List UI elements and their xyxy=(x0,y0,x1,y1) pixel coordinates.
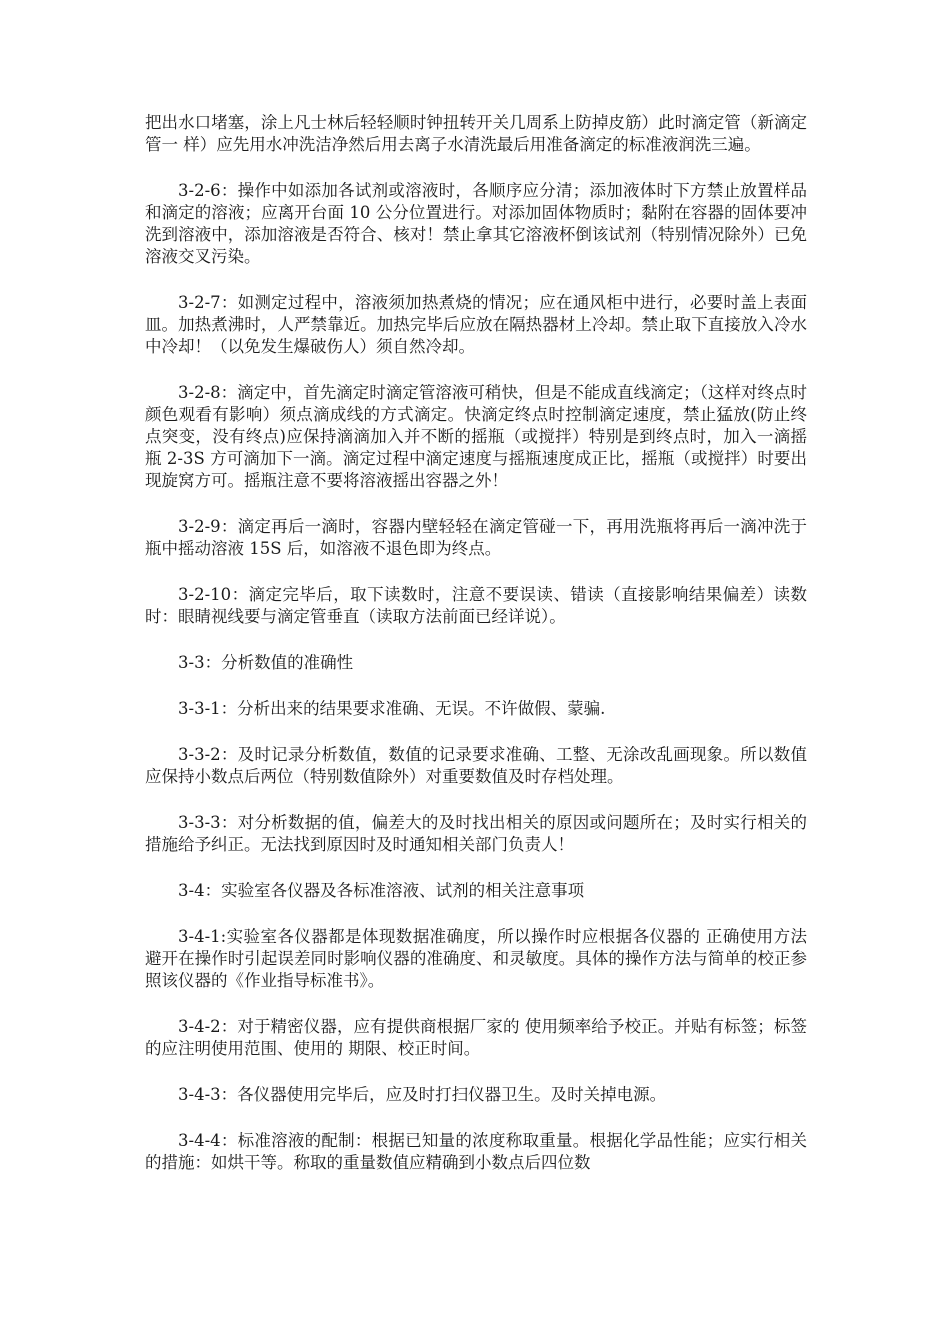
paragraph-3-2-7: 3-2-7：如测定过程中，溶液须加热煮烧的情况；应在通风柜中进行，必要时盖上表面皿。加热煮沸时，人严禁靠近。加热完毕后应放在隔热器材上冷却。禁止取下直接放入冷水中冷却！（以免发生爆破伤人）须自然冷却。 xyxy=(145,293,807,356)
section-heading-3-3: 3-3：分析数值的准确性 xyxy=(178,653,354,672)
paragraph-3-3-3: 3-3-3：对分析数据的值，偏差大的及时找出相关的原因或问题所在；及时实行相关的措施给予纠正。无法找到原因时及时通知相关部门负责人！ xyxy=(145,813,807,854)
paragraph-3-2-9: 3-2-9：滴定再后一滴时，容器内壁轻轻在滴定管碰一下，再用洗瓶将再后一滴冲洗于瓶中摇动溶液 15S 后，如溶液不退色即为终点。 xyxy=(145,517,807,558)
paragraph-continuation: 把出水口堵塞，涂上凡士林后轻轻顺时钟扭转开关几周系上防掉皮筋）此时滴定管（新滴定管一 样）应先用水冲洗洁净然后用去离子水清洗最后用准备滴定的标准液润洗三遍。 xyxy=(145,113,807,154)
section-heading-3-4: 3-4：实验室各仪器及各标准溶液、试剂的相关注意事项 xyxy=(178,881,585,900)
paragraph-3-3-1: 3-3-1：分析出来的结果要求准确、无误。不许做假、蒙骗. xyxy=(178,699,606,718)
paragraph-3-4-3: 3-4-3：各仪器使用完毕后，应及时打扫仪器卫生。及时关掉电源。 xyxy=(178,1085,667,1104)
paragraph-3-2-6: 3-2-6：操作中如添加各试剂或溶液时，各顺序应分清；添加液体时下方禁止放置样品和滴定的溶液；应离开台面 10 公分位置进行。对添加固体物质时；黏附在容器的固体要冲洗到溶液中，添加溶液是否符合、核对！禁止拿其它溶液杯倒该试剂（特别情况除外）已免溶液交叉污染。 xyxy=(145,181,807,266)
paragraph-3-2-8: 3-2-8：滴定中，首先滴定时滴定管溶液可稍快，但是不能成直线滴定；（这样对终点时颜色观看有影响）须点滴成线的方式滴定。快滴定终点时控制滴定速度，禁止猛放(防止终点突变，没有终点)应保持滴滴加入并不断的摇瓶（或搅拌）特别是到终点时，加入一滴摇瓶 2-3S 方可滴加下一滴。滴定过程中滴定速度与摇瓶速度成正比，摇瓶（或搅拌）时要出现旋窝方可。摇瓶注意不要将溶液摇出容器之外！ xyxy=(145,383,807,490)
paragraph-3-3-2: 3-3-2：及时记录分析数值，数值的记录要求准确、工整、无涂改乱画现象。所以数值应保持小数点后两位（特别数值除外）对重要数值及时存档处理。 xyxy=(145,745,807,786)
paragraph-3-4-1: 3-4-1:实验室各仪器都是体现数据准确度，所以操作时应根据各仪器的 正确使用方法避开在操作时引起误差同时影响仪器的准确度、和灵敏度。具体的操作方法与简单的校正参照该仪器的《作业指导标准书》。 xyxy=(145,927,807,990)
paragraph-3-4-4: 3-4-4：标准溶液的配制：根据已知量的浓度称取重量。根据化学品性能；应实行相关的措施：如烘干等。称取的重量数值应精确到小数点后四位数 xyxy=(145,1131,807,1172)
document-page xyxy=(145,112,807,1198)
paragraph-3-2-10: 3-2-10：滴定完毕后，取下读数时，注意不要误读、错读（直接影响结果偏差）读数时：眼睛视线要与滴定管垂直（读取方法前面已经详说）。 xyxy=(145,585,807,626)
paragraph-3-4-2: 3-4-2：对于精密仪器，应有提供商根据厂家的 使用频率给予校正。并贴有标签；标签的应注明使用范围、使用的 期限、校正时间。 xyxy=(145,1017,807,1058)
